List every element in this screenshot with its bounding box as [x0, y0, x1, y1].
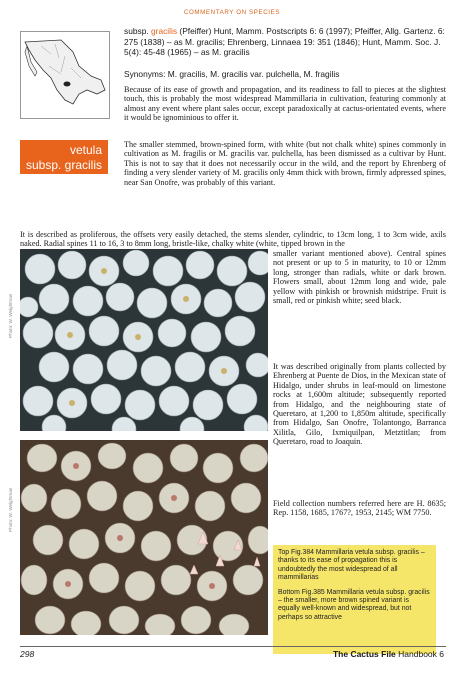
- taxon-subspecies: subsp. gracilis: [25, 158, 102, 172]
- synonyms-line: Synonyms: M. gracilis, M. gracilis var. pulchella, M. fragilis: [124, 69, 340, 79]
- citation-name: gracilis: [151, 26, 178, 36]
- footer-rule: [20, 646, 446, 647]
- photo-top: [20, 249, 268, 431]
- paragraph-description: It is described as proliferous, the offsets very easily detached, the stems slender, cylindric, to 13cm long, 1 to 3cm wide, axils naked. Radial spines 11 to 16, 3 to 8mm long, bristle-like, chalky white (white, tipped brown in the: [20, 230, 446, 249]
- paragraph-spines: smaller variant mentioned above). Central spines not present or up to 5 in maturity, to 10 or 12mm long, stronger than radials, white or dark brown. Flowers small, about 12mm long and wide, pale yellow with pinkish or brownish midstripe. Fruit is small, red or pinkish white; seed black.: [273, 249, 446, 306]
- taxon-name: vetula: [69, 143, 102, 157]
- footer-title-sub: Handbook 6: [395, 649, 444, 659]
- paragraph-field-numbers: Field collection numbers referred here are H. 8635; Rep. 1158, 1685, 1767?, 1953, 2145; WM 7750.: [273, 499, 446, 518]
- photo-credit-bottom: Photo: W. Weightman: [8, 487, 13, 532]
- photo-bottom: [20, 440, 268, 635]
- paragraph-variant: The smaller stemmed, brown-spined form, with white (but not chalk white) spines commonly in cultivation as M. fragilis or M. gracilis var. pulchella, has been dismissed as a cultivar by Hunt. This is not to say that it does not necessarily occur in the wild, and the report by Ehrenberg of finding a very slender variety of M. gracilis only 4mm thick with brown, firmly adpressed spines, near San Onofre, was probably of this variant.: [124, 140, 446, 187]
- paragraph-intro: Because of its ease of growth and propagation, and its readiness to fall to pieces at the slightest touch, this is probably the most widespread Mammillaria in cultivation, featuring commonly at almost any event where plant sales occur, except paradoxically at cactus-orientated events, where it would be ignominious to offer it.: [124, 85, 446, 123]
- paragraph-distribution: It was described originally from plants collected by Ehrenberg at Puente de Dios, in the Mexican state of Hidalgo, under shrubs in leaf-mould on limestone rocks at 1,600m altitude; subsequently reported from Hidalgo, and the neighbouring state of Queretaro, at 1,200 to 1,850m altitude, specifically from Hidalgo, San Onofre, Tolantongo, Barranca Xilitla, Gilo, Ixmiquilpan, Metztitlan; from Queretaro, road to Joaquin.: [273, 362, 446, 447]
- distribution-map: [20, 31, 110, 119]
- page-number: 298: [20, 649, 35, 659]
- caption-bottom: Bottom Fig.385 Mammillaria vetula subsp. gracilis – the smaller, more brown spined variant is equally well-known and widespread, but not perhaps so attractive: [278, 588, 430, 621]
- caption-top: Top Fig.384 Mammillaria vetula subsp. gracilis – thanks to its ease of propagation this is undoubtedly the most widespread of all mammillarias: [278, 549, 425, 582]
- taxon-label-box: [20, 140, 108, 174]
- footer-title: [333, 649, 444, 659]
- running-header: COMMENTARY ON SPECIES: [183, 9, 281, 16]
- citation-prefix: subsp.: [124, 26, 152, 36]
- citation-text: (Pfeiffer) Hunt, Mamm. Postscripts 6: 6 (1997); Pfeiffer, Allg. Gartenz. 6: 275 (1838) – as M. gracilis; Ehrenberg, Linnaea 19: 351 (1846); Hunt, Mamm. Soc. J. 5(4): 45-48 (1965) – as M. gracilis: [124, 26, 445, 58]
- photo-credit-top: Photo: W. Weightman: [8, 293, 13, 338]
- figure-captions: [273, 545, 436, 654]
- mexico-map-icon: [21, 32, 109, 118]
- citation-block: [124, 26, 446, 58]
- footer-title-main: The Cactus File: [332, 649, 396, 659]
